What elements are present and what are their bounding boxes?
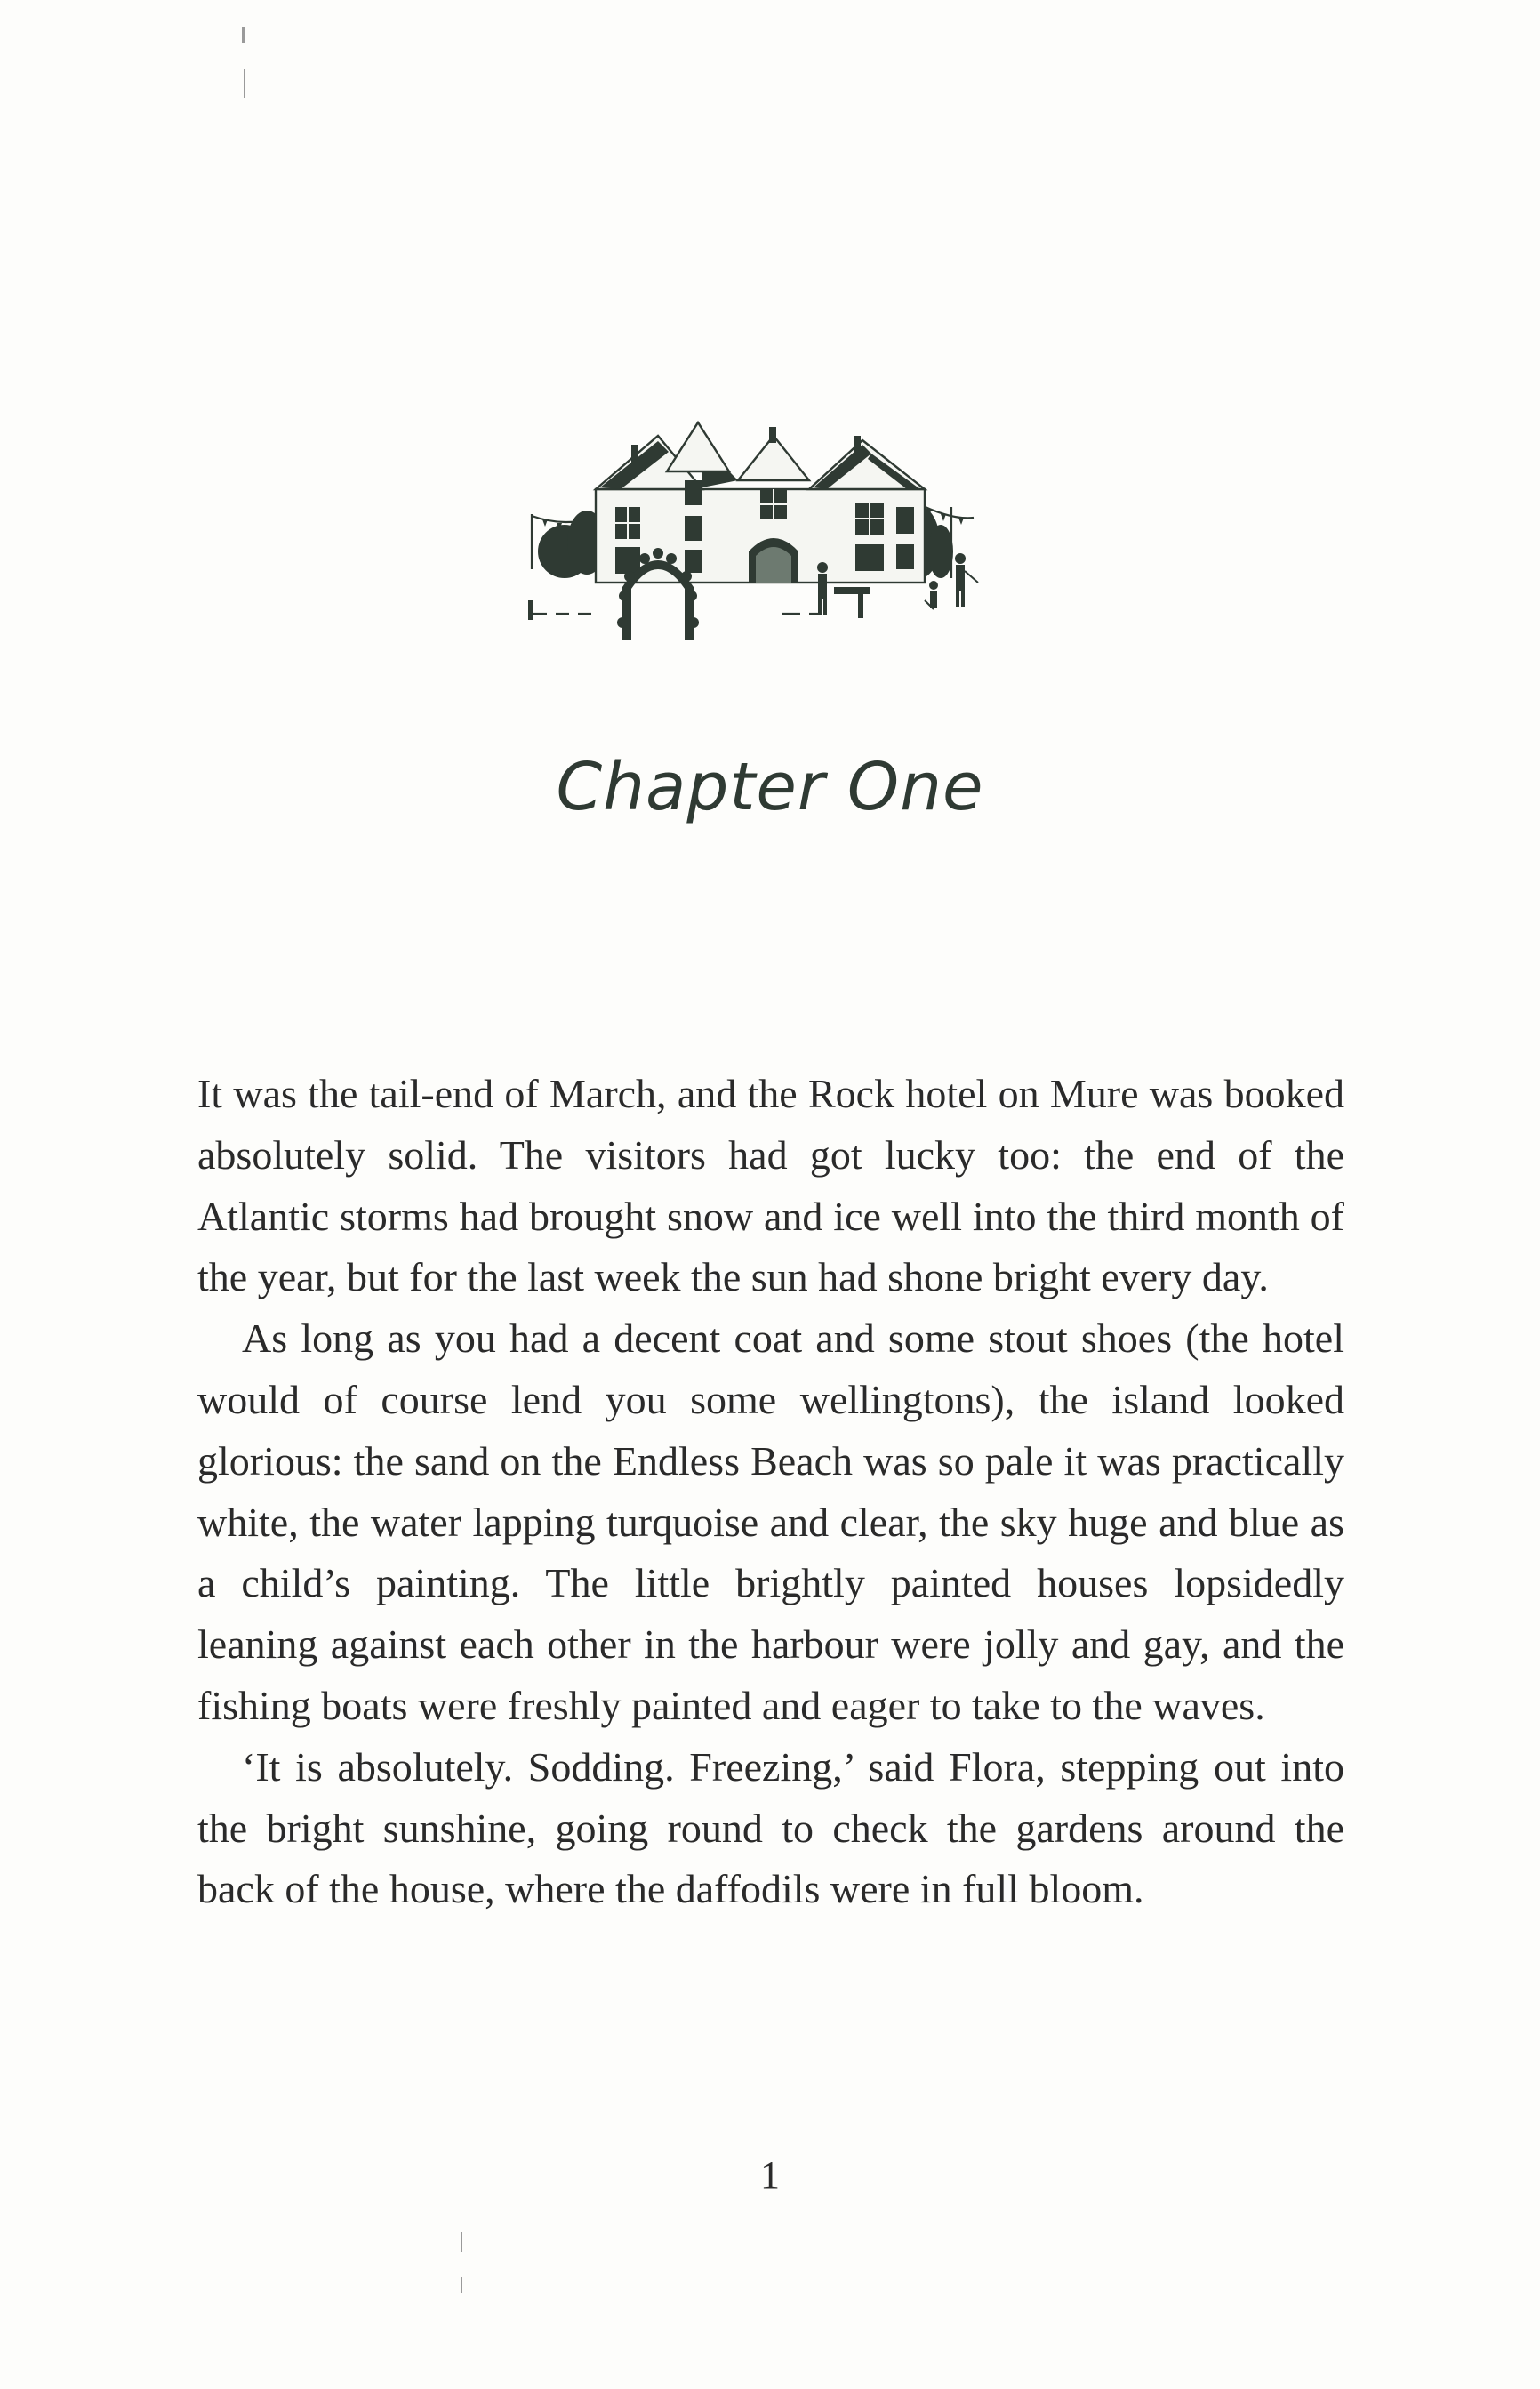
- paragraph: ‘It is absolutely. Sodding. Freezing,’ said Flora, stepping out into the bright sunshine, going round to check the gardens around the back of the house, where the daffodils were in full bloom.: [197, 1743, 1344, 1912]
- scan-mark: [461, 2232, 462, 2252]
- hotel-illustration: [516, 418, 1014, 667]
- paragraph: It was the tail-end of March, and the Rock hotel on Mure was booked absolutely solid. The visitors had got lucky too: the end of the Atlantic storms had brought snow and ice well into the third month of the year, but for the last week the sun had shone bright every day.: [197, 1071, 1344, 1300]
- scan-mark: [461, 2277, 462, 2293]
- chapter-title: Chapter One: [556, 749, 984, 825]
- page-number: 1: [760, 2153, 780, 2197]
- scan-mark: [242, 27, 245, 43]
- chapter-body: [197, 1064, 1344, 1920]
- scan-mark: [244, 69, 245, 98]
- paragraph: As long as you had a decent coat and some stout shoes (the hotel would of course lend you some wellingtons), the island looked glorious: the sand on the Endless Beach was so pale it was practically white, the water lapping turquoise and clear, the sky huge and blue as a child’s painting. The little brightly painted houses lopsidedly leaning against each other in the harbour were jolly and gay, and the fishing boats were freshly painted and eager to take to the waves.: [197, 1315, 1344, 1728]
